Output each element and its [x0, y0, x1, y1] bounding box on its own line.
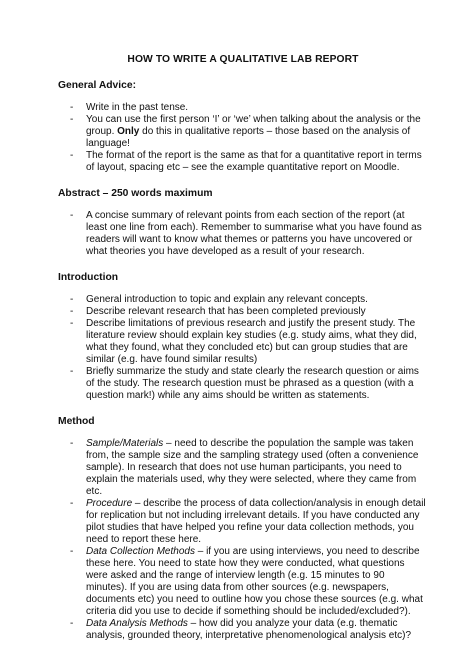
section-introduction: [58, 272, 428, 402]
list-item-text: Briefly summarize the study and state clearly the research question or aims of the study. The research question must be phrased as a question (with a question mark!) while any aims should be written as statements.: [86, 366, 419, 401]
bullet-dash: -: [70, 306, 74, 317]
bullet-dash: -: [70, 210, 74, 221]
method-list: [58, 438, 428, 642]
list-item: [58, 210, 428, 258]
list-item-text: – how did you analyze your data (e.g. thematic analysis, grounded theory, interpretative phenomenological analysis etc)?: [86, 618, 412, 641]
bullet-dash: -: [70, 438, 74, 449]
general-advice-list: [58, 102, 428, 174]
list-item: [58, 150, 428, 174]
bullet-dash: -: [70, 150, 74, 161]
list-item: [58, 306, 428, 318]
list-item-text: Describe limitations of previous research and justify the present study. The literature review should explain key studies (e.g. study aims, what they did, what they found, what they concluded etc) but can group studies that are similar (e.g. have found similar results): [86, 318, 417, 365]
method-item-label: Data Collection Methods: [86, 546, 195, 557]
document-title: HOW TO WRITE A QUALITATIVE LAB REPORT: [127, 54, 359, 65]
section-heading-abstract: Abstract – 250 words maximum: [58, 188, 213, 199]
list-item-text: Write in the past tense.: [86, 102, 189, 113]
list-item-text: You can use the first person ‘I’ or ‘we’ when talking about the analysis or the group.: [86, 114, 421, 137]
list-item: [58, 102, 428, 114]
section-heading-general-advice: General Advice:: [58, 80, 137, 91]
list-item: [58, 618, 428, 642]
list-item: [58, 366, 428, 402]
list-item-text: Describe relevant research that has been completed previously: [86, 306, 366, 317]
list-item: [58, 318, 428, 366]
abstract-list: [58, 210, 428, 258]
list-item: [58, 114, 428, 150]
method-item-label: Sample/Materials: [86, 438, 164, 449]
list-item-text: General introduction to topic and explain any relevant concepts.: [86, 294, 368, 305]
bullet-dash: -: [70, 546, 74, 557]
bullet-dash: -: [70, 294, 74, 305]
list-item: [58, 498, 428, 546]
section-general-advice: [58, 80, 428, 174]
bullet-dash: -: [70, 102, 74, 113]
section-heading-introduction: Introduction: [58, 272, 119, 283]
list-item: [58, 546, 428, 618]
method-item-label: Procedure: [86, 498, 133, 509]
list-item-text: A concise summary of relevant points from each section of the report (at least one line from each). Remember to summarise what you have found as readers will want to know what themes or patterns you have uncovered or what theories you have developed as a result of your research.: [86, 210, 422, 257]
bullet-dash: -: [70, 618, 74, 629]
list-item: [58, 294, 428, 306]
section-method: [58, 416, 428, 642]
section-abstract: [58, 188, 428, 258]
list-item-text: do this in qualitative reports – those based on the analysis of language!: [86, 126, 411, 149]
list-item-text: – need to describe the population the sample was taken from, the sample size and the sampling strategy used (often a convenience sample). In research that does not use human participants, you need to explain the materials used, why they were selected, where they came from etc.: [86, 438, 419, 497]
bullet-dash: -: [70, 366, 74, 377]
emphasis-text: Only: [117, 126, 140, 137]
list-item-text: – if you are using interviews, you need to describe these here. You need to state how they were conducted, what questions were asked and the range of interview length (e.g. 15 minutes to 90 minutes). If you are using data from other sources (e.g. newspapers, documents etc) you need to outline how you chose these sources (e.g. what criteria did you use to decide if something should be included/excluded?).: [86, 546, 423, 617]
list-item: [58, 438, 428, 498]
bullet-dash: -: [70, 498, 74, 509]
bullet-dash: -: [70, 318, 74, 329]
list-item-text: The format of the report is the same as that for a quantitative report in terms of layout, spacing etc – see the example quantitative report on Moodle.: [86, 150, 422, 173]
introduction-list: [58, 294, 428, 402]
list-item-text: – describe the process of data collection/analysis in enough detail for replication but not including irrelevant details. If you have conducted any pilot studies that have helped you refine your data collection methods, you need to report these here.: [86, 498, 426, 545]
method-item-label: Data Analysis Methods: [86, 618, 188, 629]
section-heading-method: Method: [58, 416, 95, 427]
bullet-dash: -: [70, 114, 74, 125]
